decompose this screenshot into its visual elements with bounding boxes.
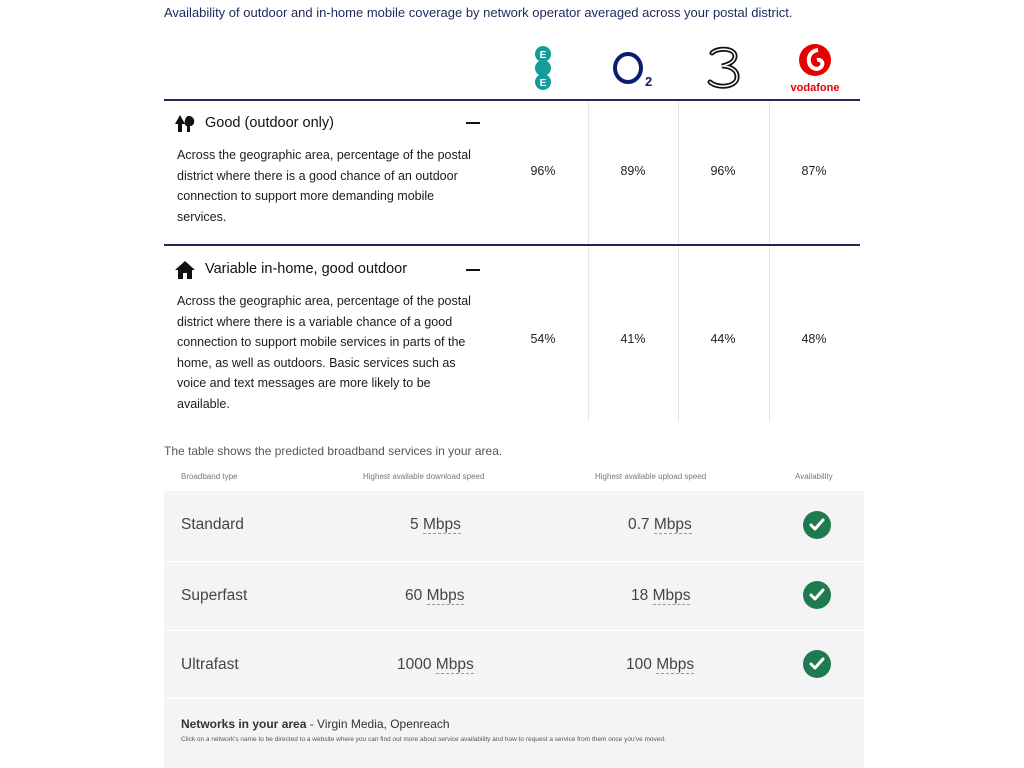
networks-list[interactable]: - Virgin Media, Openreach bbox=[306, 717, 450, 731]
vodafone-logo-icon bbox=[770, 40, 860, 96]
speed-unit-abbr[interactable]: Mbps bbox=[653, 516, 692, 533]
svg-text:2: 2 bbox=[645, 74, 653, 88]
tree-icon bbox=[174, 114, 196, 139]
o2-percentage: 41% bbox=[620, 332, 646, 346]
speed-unit-abbr[interactable]: Mbps bbox=[656, 656, 695, 673]
svg-text:E: E bbox=[539, 78, 547, 89]
upload-speed bbox=[626, 656, 694, 674]
upload-speed bbox=[628, 516, 692, 534]
row-separator bbox=[164, 630, 864, 631]
networks-fine-print: Click on a network's name to be directed to a website where you can find out more about service availability and how to request a service from them once you've moved. bbox=[181, 736, 666, 743]
coverage-title: Good (outdoor only) bbox=[205, 115, 334, 131]
speed-value: 0.7 bbox=[628, 516, 650, 533]
speed-value: 5 bbox=[410, 516, 419, 533]
vodafone-percentage: 87% bbox=[801, 164, 827, 178]
broadband-type: Standard bbox=[181, 516, 244, 533]
house-icon bbox=[174, 260, 196, 285]
row-divider bbox=[164, 244, 860, 246]
speed-value: 18 bbox=[631, 587, 649, 604]
column-header-availability: Availability bbox=[795, 472, 833, 481]
column-header-upload: Highest available upload speed bbox=[595, 472, 707, 481]
download-speed bbox=[410, 516, 461, 534]
networks-label: Networks in your area bbox=[181, 717, 307, 731]
o2-logo-icon bbox=[588, 40, 678, 96]
three-percentage: 44% bbox=[710, 332, 736, 346]
collapse-button[interactable] bbox=[466, 269, 480, 271]
check-circle-icon bbox=[803, 650, 831, 678]
operator-logos bbox=[498, 40, 860, 96]
speed-value: 60 bbox=[405, 587, 423, 604]
download-speed bbox=[397, 656, 474, 674]
collapse-button[interactable] bbox=[466, 122, 480, 124]
column-header-download: Highest available download speed bbox=[363, 472, 485, 481]
table-header-rule bbox=[164, 99, 860, 101]
broadband-intro: The table shows the predicted broadband services in your area. bbox=[164, 444, 503, 458]
column-header-type: Broadband type bbox=[181, 472, 238, 481]
broadband-type: Ultrafast bbox=[181, 656, 239, 673]
coverage-description: Across the geographic area, percentage of the postal district where there is a variable chance of a good connection to support mobile services in parts of the home, as well as outdoors. Basic services such as voice and text messages are more likely to be available. bbox=[177, 294, 471, 411]
networks-in-area bbox=[181, 717, 450, 731]
speed-value: 1000 bbox=[397, 656, 432, 673]
three-percentage: 96% bbox=[710, 164, 736, 178]
coverage-description: Across the geographic area, percentage of the postal district where there is a good chance of an outdoor connection to support more demanding mobile services. bbox=[177, 148, 471, 224]
coverage-title: Variable in-home, good outdoor bbox=[205, 261, 408, 277]
row-separator bbox=[164, 698, 864, 699]
check-circle-icon bbox=[803, 511, 831, 539]
speed-unit-abbr[interactable]: Mbps bbox=[652, 587, 691, 604]
three-logo-icon bbox=[679, 40, 769, 96]
vodafone-percentage: 48% bbox=[801, 332, 827, 346]
broadband-type: Superfast bbox=[181, 587, 248, 604]
speed-unit-abbr[interactable]: Mbps bbox=[422, 516, 461, 533]
row-separator bbox=[164, 561, 864, 562]
download-speed bbox=[405, 587, 464, 605]
speed-value: 100 bbox=[626, 656, 652, 673]
svg-text:E: E bbox=[539, 50, 547, 61]
vodafone-wordmark: vodafone bbox=[790, 82, 840, 94]
ee-percentage: 96% bbox=[530, 164, 556, 178]
speed-unit-abbr[interactable]: Mbps bbox=[426, 587, 465, 604]
coverage-intro: Availability of outdoor and in-home mobile coverage by network operator averaged across your postal district. bbox=[164, 5, 793, 20]
upload-speed bbox=[631, 587, 690, 605]
ee-percentage: 54% bbox=[530, 332, 556, 346]
ee-logo-icon bbox=[498, 40, 588, 96]
o2-percentage: 89% bbox=[620, 164, 646, 178]
check-circle-icon bbox=[803, 581, 831, 609]
speed-unit-abbr[interactable]: Mbps bbox=[435, 656, 474, 673]
